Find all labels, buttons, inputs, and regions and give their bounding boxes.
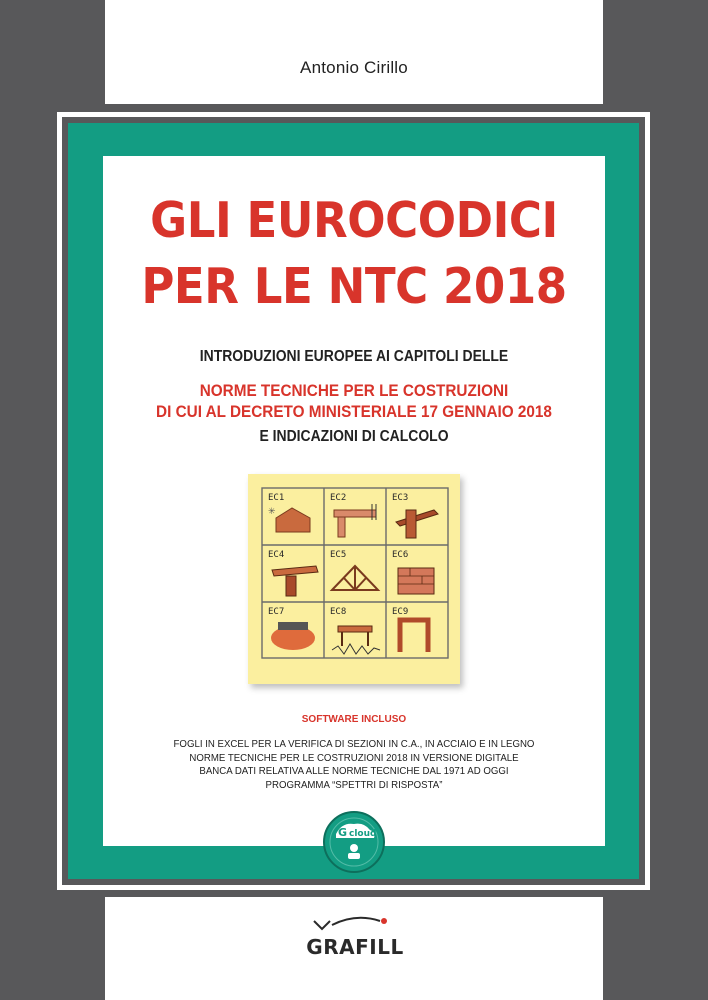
cover-panel bbox=[103, 156, 605, 846]
publisher-name: GRAFILL bbox=[306, 935, 404, 959]
composite-beam-icon bbox=[272, 566, 318, 596]
cell-label-ec8: EC8 bbox=[330, 607, 347, 617]
eurocodes-sketch bbox=[248, 474, 460, 684]
gcloud-badge bbox=[322, 810, 386, 874]
steel-beam-icon bbox=[396, 510, 438, 538]
subtitle-intro: INTRODUZIONI EUROPEE AI CAPITOLI DELLE bbox=[199, 348, 509, 365]
svg-text:✳: ✳ bbox=[268, 506, 276, 516]
software-item: FOGLI IN EXCEL PER LA VERIFICA DI SEZIONI IN C.A., IN ACCIAIO E IN LEGNO bbox=[173, 738, 535, 750]
cell-label-ec4: EC4 bbox=[268, 550, 285, 560]
gcloud-letter: G bbox=[338, 826, 348, 839]
book-title-line-2: PER LE NTC 2018 bbox=[141, 258, 567, 315]
bottom-strip bbox=[105, 897, 603, 1000]
book-title-line-1: GLI EUROCODICI bbox=[150, 192, 558, 249]
book-title bbox=[123, 188, 585, 320]
cell-label-ec2: EC2 bbox=[330, 493, 347, 503]
publisher-logo bbox=[300, 911, 410, 961]
publisher-logo-mark bbox=[300, 911, 410, 937]
top-strip bbox=[105, 0, 603, 104]
seismic-icon bbox=[332, 626, 380, 654]
software-item: PROGRAMMA “SPETTRI DI RISPOSTA” bbox=[265, 778, 443, 791]
software-list bbox=[123, 738, 585, 792]
subtitle-red-line-2: DI CUI AL DECRETO MINISTERIALE 17 GENNAIO 2018 bbox=[156, 402, 552, 421]
software-item: BANCA DATI RELATIVA ALLE NORME TECNICHE DAL 1971 AD OGGI bbox=[199, 765, 509, 777]
subtitle-red bbox=[128, 380, 580, 422]
foundation-icon bbox=[271, 622, 315, 650]
software-item: NORME TECNICHE PER LE COSTRUZIONI 2018 IN VERSIONE DIGITALE bbox=[189, 751, 519, 764]
subtitle-outro: E INDICAZIONI DI CALCOLO bbox=[259, 428, 449, 445]
author-name: Antonio Cirillo bbox=[300, 58, 408, 77]
cell-label-ec1: EC1 bbox=[268, 493, 285, 503]
timber-truss-icon bbox=[332, 566, 378, 590]
subtitle-red-line-1: NORME TECNICHE PER LE COSTRUZIONI bbox=[199, 381, 509, 400]
software-included-label: SOFTWARE INCLUSO bbox=[301, 714, 407, 725]
cell-label-ec9: EC9 bbox=[392, 607, 409, 617]
aluminium-frame-icon bbox=[400, 620, 428, 652]
cell-label-ec7: EC7 bbox=[268, 607, 285, 617]
cell-label-ec5: EC5 bbox=[330, 550, 347, 560]
cell-label-ec3: EC3 bbox=[392, 493, 409, 503]
concrete-frame-icon bbox=[334, 504, 376, 537]
gcloud-text: cloud bbox=[349, 829, 377, 839]
eurocodes-sketch-drawing bbox=[248, 474, 460, 684]
masonry-icon bbox=[398, 568, 434, 594]
cell-label-ec6: EC6 bbox=[392, 550, 409, 560]
house-icon bbox=[268, 506, 310, 532]
